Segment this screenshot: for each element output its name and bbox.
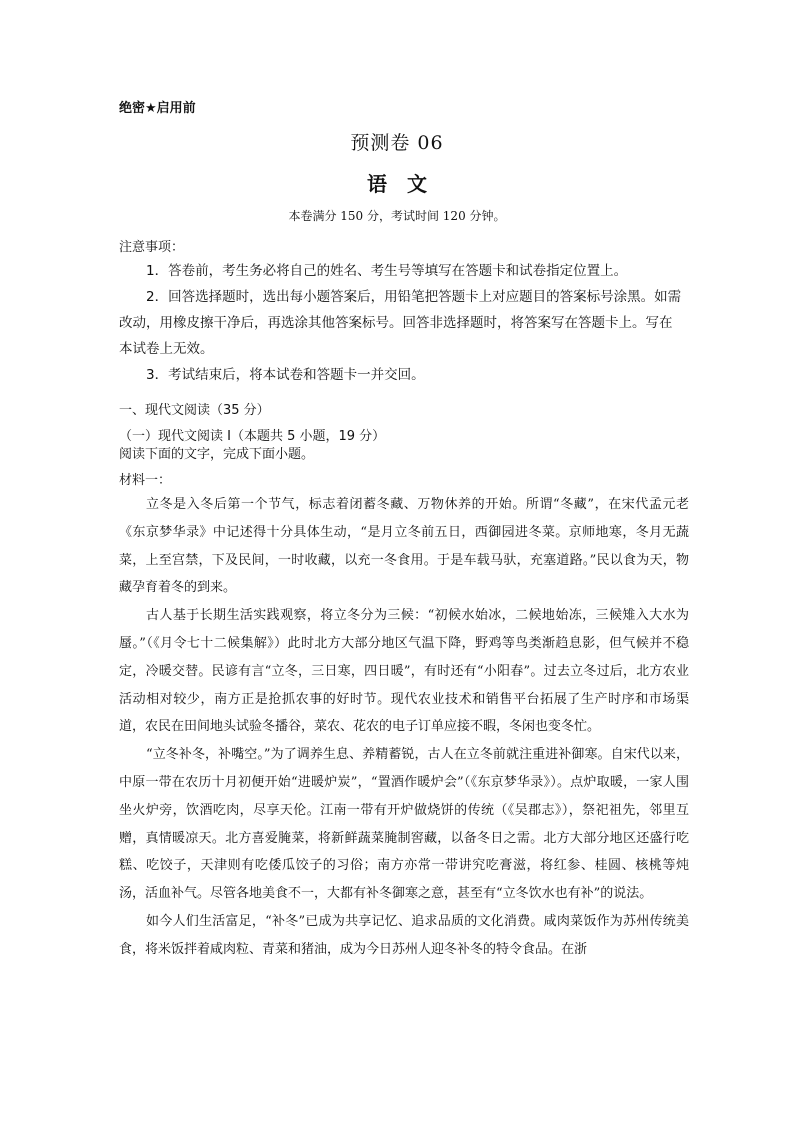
confidential-label: 绝密★启用前	[119, 101, 196, 116]
notice-heading: 注意事项：	[119, 240, 185, 255]
passage	[119, 491, 689, 964]
exam-info: 本卷满分 150 分，考试时间 120 分钟。	[288, 209, 506, 223]
passage-paragraph: 立冬是入冬后第一个节气，标志着闭蓄冬藏、万物休养的开始。所谓“冬藏”，在宋代孟元老《东京梦华录》中记述得十分具体生动，“是月立冬前五日，西御园进冬菜。京师地寒，冬月无蔬菜，上至宫禁，下及民间，一时收藏，以充一冬食用。于是车载马驮，充塞道路。”民以食为天，物藏孕育着冬的到来。	[119, 497, 689, 596]
material-label: 材料一：	[119, 473, 172, 488]
notice-item: 2．回答选择题时，选出每小题答案后，用铅笔把答题卡上对应题目的答案标号涂黑。如需改动，用橡皮擦干净后，再选涂其他答案标号。回答非选择题时，将答案写在答题卡上。写在本试卷上无效。	[119, 289, 682, 357]
subject-title: 语文	[367, 172, 447, 196]
exam-title: 预测卷 06	[350, 132, 444, 154]
notice-item: 3．考试结束后，将本试卷和答题卡一并交回。	[146, 367, 425, 383]
passage-paragraph: 如今人们生活富足，“补冬”已成为共享记忆、追求品质的文化消费。咸肉菜饭作为苏州传统美食，将米饭拌着咸肉粒、青菜和猪油，成为今日苏州人迎冬补冬的特令食品。在浙	[119, 913, 689, 957]
passage-paragraph: 古人基于长期生活实践观察，将立冬分为三候：“初候水始冰，二候地始冻，三候雉入大水为蜃。”（《月令七十二候集解》）此时北方大部分地区气温下降，野鸡等鸟类渐趋息影，但气候并不稳定，冷暖交替。民谚有言“立冬，三日寒，四日暖”，有时还有“小阳春”。过去立冬过后，北方农业活动相对较少，南方正是抢抓农事的好时节。现代农业技术和销售平台拓展了生产时序和市场渠道，农民在田间地头试验冬播谷，菜农、花农的电子订单应接不暇，冬闲也变冬忙。	[119, 608, 689, 735]
sub-section-heading: （一）现代文阅读 I（本题共 5 小题，19 分）	[119, 429, 386, 444]
reading-instruction: 阅读下面的文字，完成下面小题。	[119, 447, 315, 462]
passage-paragraph: “立冬补冬，补嘴空。”为了调养生息、养精蓄锐，古人在立冬前就注重进补御寒。自宋代以来，中原一带在农历十月初便开始“进暖炉炭”，“置酒作暖炉会”（《东京梦华录》）。点炉取暖，一家人围坐火炉旁，饮酒吃肉，尽享天伦。江南一带有开炉做烧饼的传统（《吴郡志》），祭祀祖先，邻里互赠，真情暖凉天。北方喜爱腌菜，将新鲜蔬菜腌制窖藏，以备冬日之需。北方大部分地区还盛行吃糕、吃饺子，天津则有吃倭瓜饺子的习俗；南方亦常一带讲究吃膏滋，将红参、桂圆、核桃等炖汤，活血补气。尽管各地美食不一，大都有补冬御寒之意，甚至有“立冬饮水也有补”的说法。	[119, 747, 689, 902]
notice-item: 1．答卷前，考生务必将自己的姓名、考生号等填写在答题卡和试卷指定位置上。	[146, 263, 628, 279]
section-heading: 一、现代文阅读（35 分）	[119, 403, 270, 418]
notice-list	[119, 258, 684, 388]
